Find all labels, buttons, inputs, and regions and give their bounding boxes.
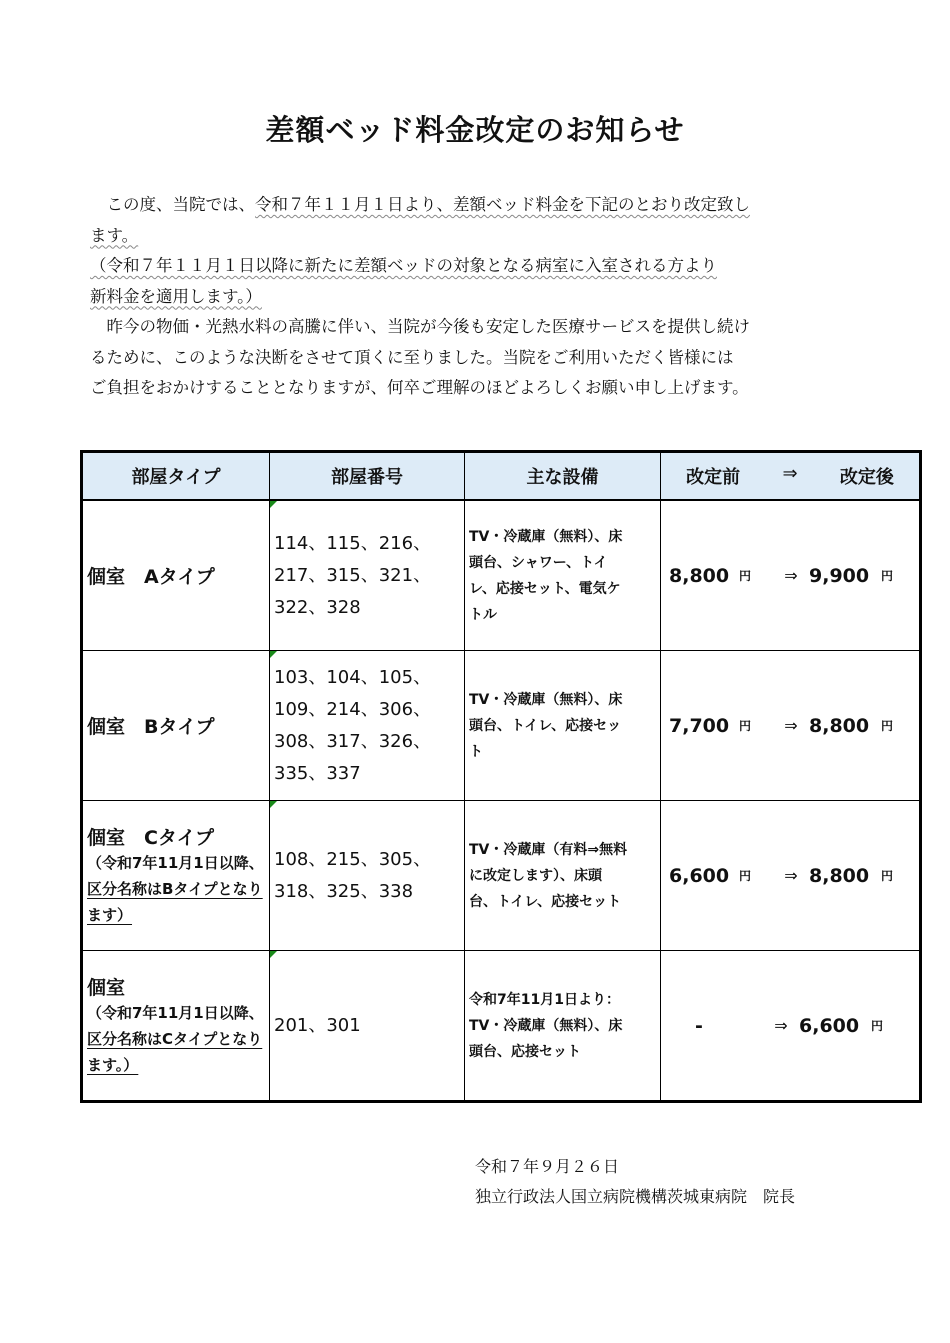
equipment-line: TV・冷蔵庫（無料）、床 <box>469 528 623 545</box>
price-change <box>665 715 915 737</box>
body-text: 昨今の物価・光熱水料の高騰に伴い、当院が今後も安定した医療サービスを提供し続け <box>90 317 750 336</box>
equipment-line: に改定します）、床頭 <box>469 867 602 884</box>
table-row <box>82 801 921 951</box>
price-cell <box>661 951 921 1102</box>
yen-label: 円 <box>739 569 752 583</box>
room-numbers-cell <box>270 801 465 951</box>
equipment-line: 頭台、シャワー、トイ <box>469 554 608 571</box>
equipment-line: ト <box>469 743 483 760</box>
footer <box>475 1152 795 1212</box>
body-underlined-text: 令和７年１１月１日より、差額ベッド料金を下記のとおり改定致し <box>255 195 750 214</box>
body-text: ご負担をおかけすることとなりますが、何卒ご理解のほどよろしくお願い申し上げます。 <box>90 378 749 397</box>
room-numbers-line: 114、115、216、 <box>274 532 432 554</box>
body-line <box>90 312 870 343</box>
equipment-line: 頭台、トイレ、応接セッ <box>469 717 622 734</box>
equipment-line: TV・冷蔵庫（無料）、床 <box>469 691 623 708</box>
room-numbers-cell <box>270 651 465 801</box>
price-table <box>80 450 922 1103</box>
header-arrow: ⇒ <box>782 463 798 484</box>
price-after: 6,600 <box>799 1014 860 1037</box>
issue-date: 令和７年９月２６日 <box>475 1157 620 1176</box>
note-text: （令和7年11月1日以降、 <box>87 1004 264 1022</box>
header-room-type: 部屋タイプ <box>82 452 270 501</box>
room-numbers-line: 308、317、326、 <box>274 730 432 752</box>
body-underlined-text: （令和７年１１月１日以降に新たに差額ベッドの対象となる病室に入室される方より <box>90 256 717 275</box>
room-type-note <box>87 850 265 928</box>
body-line <box>90 282 870 313</box>
room-numbers-cell <box>270 951 465 1102</box>
page-title: 差額ベッド料金改定のお知らせ <box>265 113 685 147</box>
note-underlined: 区分名称はCタイプとなります。） <box>87 1030 263 1074</box>
room-numbers-line: 217、315、321、 <box>274 564 432 586</box>
equipment-cell <box>465 651 661 801</box>
table-row <box>82 500 921 651</box>
price-cell <box>661 801 921 951</box>
room-numbers-cell <box>270 500 465 651</box>
arrow-icon: ⇒ <box>784 566 798 585</box>
room-type: 個室 Cタイプ <box>87 827 214 849</box>
price-before: 6,600 <box>669 864 730 887</box>
body-line <box>90 190 870 221</box>
price-cell <box>661 500 921 651</box>
room-type-cell <box>82 651 270 801</box>
room-numbers-line: 322、328 <box>274 596 361 618</box>
yen-label: 円 <box>739 719 752 733</box>
price-change <box>665 1015 915 1037</box>
equipment-cell <box>465 500 661 651</box>
room-numbers-line: 201、301 <box>274 1014 361 1036</box>
room-type-cell <box>82 801 270 951</box>
arrow-icon: ⇒ <box>784 716 798 735</box>
equipment-cell <box>465 801 661 951</box>
note-text: （令和7年11月1日以降、 <box>87 854 264 872</box>
price-change <box>665 865 915 887</box>
price-cell <box>661 651 921 801</box>
price-before: - <box>695 1014 703 1037</box>
room-type: 個室 Bタイプ <box>87 716 215 738</box>
price-before: 8,800 <box>669 564 730 587</box>
body-text: この度、当院では、 <box>90 195 255 214</box>
table-header-row <box>82 452 921 501</box>
body-text: るために、このような決断をさせて頂くに至りました。当院をご利用いただく皆様には <box>90 347 734 367</box>
notice-body <box>90 190 870 404</box>
room-type-cell <box>82 951 270 1102</box>
room-numbers-line: 318、325、338 <box>274 880 414 902</box>
equipment-line: TV・冷蔵庫（有料⇒無料 <box>469 841 628 858</box>
header-room-numbers: 部屋番号 <box>270 452 465 501</box>
price-after: 8,800 <box>809 714 870 737</box>
body-line <box>90 343 870 374</box>
room-type: 個室 <box>87 977 126 999</box>
header-before: 改定前 <box>686 467 741 488</box>
arrow-icon: ⇒ <box>774 1016 788 1035</box>
yen-label: 円 <box>881 719 894 733</box>
yen-label: 円 <box>739 869 752 883</box>
equipment-cell <box>465 951 661 1102</box>
yen-label: 円 <box>881 869 894 883</box>
equipment-line: 台、トイレ、応接セット <box>469 893 622 910</box>
room-numbers-line: 109、214、306、 <box>274 698 432 720</box>
room-numbers-line: 103、104、105、 <box>274 666 432 688</box>
price-change <box>665 565 915 587</box>
room-type-cell <box>82 500 270 651</box>
signature: 独立行政法人国立病院機構茨城東病院 院長 <box>475 1187 796 1206</box>
note-underlined: 区分名称はBタイプとなります） <box>87 880 263 924</box>
price-after: 8,800 <box>809 864 870 887</box>
header-after: 改定後 <box>839 467 894 488</box>
body-line <box>90 221 870 252</box>
header-equipment: 主な設備 <box>465 452 661 501</box>
yen-label: 円 <box>881 569 894 583</box>
room-type: 個室 Aタイプ <box>87 566 215 588</box>
equipment-line: TV・冷蔵庫（無料）、床 <box>469 1017 623 1034</box>
body-line <box>90 373 870 404</box>
price-before: 7,700 <box>669 714 730 737</box>
body-underlined-text: 新料金を適用します。） <box>90 286 262 306</box>
equipment-line: トル <box>469 606 497 623</box>
table-row <box>82 951 921 1102</box>
room-type-note <box>87 1000 265 1078</box>
equipment-line: レ、応接セット、電気ケ <box>469 580 621 597</box>
yen-label: 円 <box>871 1019 884 1033</box>
room-numbers-line: 335、337 <box>274 762 361 784</box>
equipment-line: 頭台、応接セット <box>469 1043 581 1060</box>
equipment-line: 令和7年11月1日より： <box>469 991 620 1008</box>
room-numbers-line: 108、215、305、 <box>274 848 432 870</box>
body-underlined-text: ます。 <box>90 225 139 245</box>
price-after: 9,900 <box>809 564 870 587</box>
table-row <box>82 651 921 801</box>
arrow-icon: ⇒ <box>784 866 798 885</box>
body-line <box>90 251 870 282</box>
header-price <box>661 452 921 501</box>
